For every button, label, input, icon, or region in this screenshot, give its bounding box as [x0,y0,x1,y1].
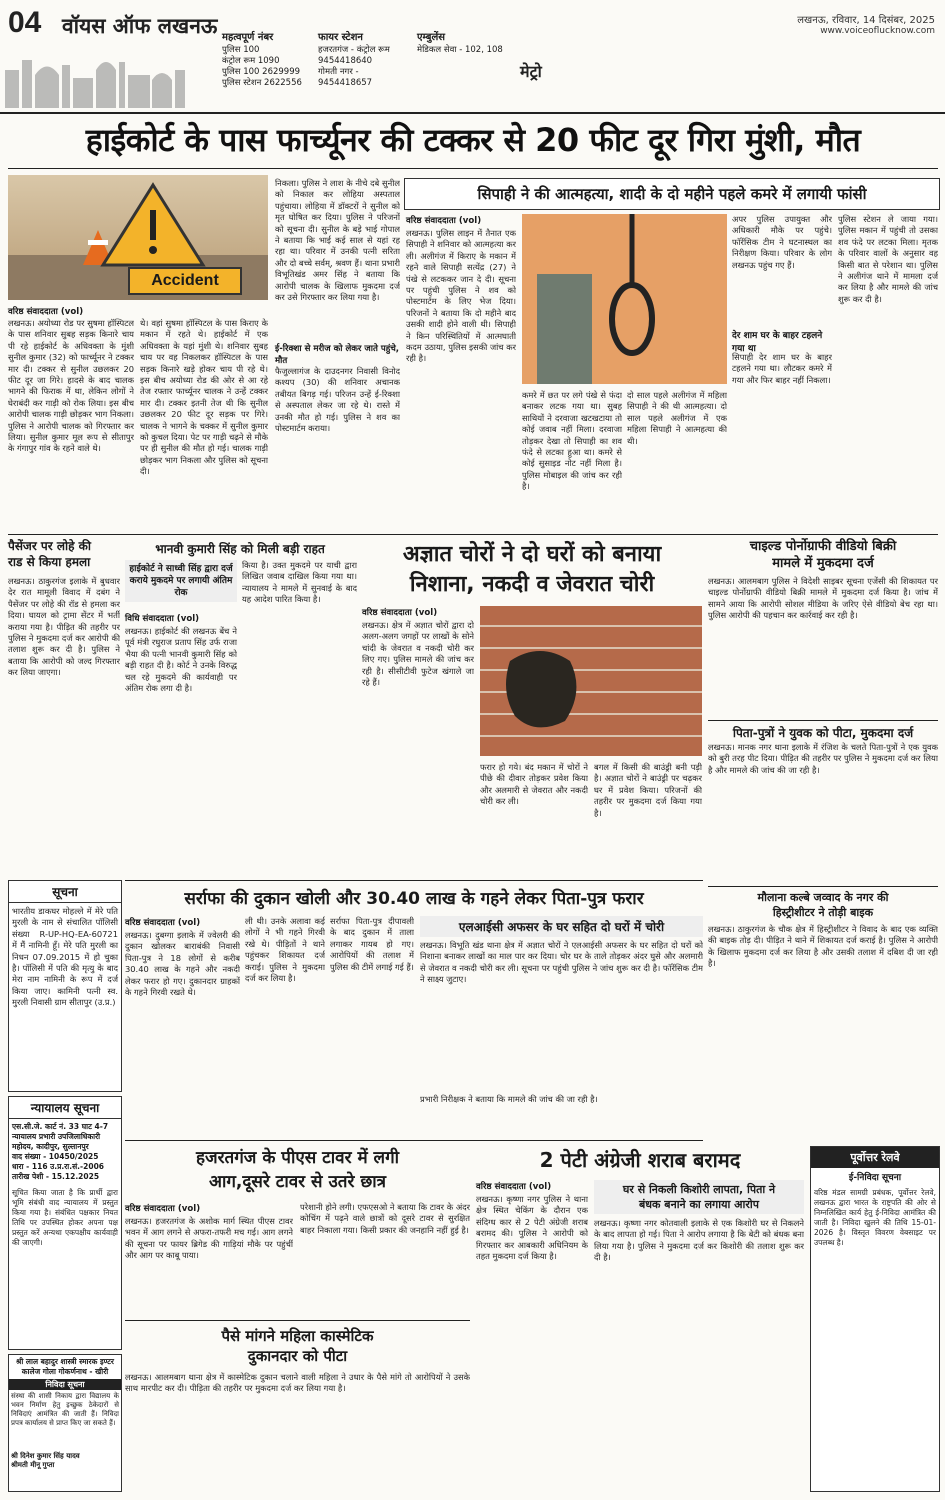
ambulance-numbers: एम्बुलेंस मेडिकल सेवा - 102, 108 [417,32,503,55]
suicide-column-5: पुलिस स्टेशन ले जाया गया। पुलिस मकान में पहुंची तो उसका शव फंदे पर लटका मिला। मृतक के परिवार वालों के अनुसार वह किसी बात से परेशान था। पुलिस ने अलीगंज थाने में मामला दर्ज कर लिया है और मामले की जांच शुरू कर दी है। [838,214,938,304]
school-ad-body: संस्था की शासी निकाय द्वारा विद्यालय के भवन निर्माण हेतु इच्छुक ठेकेदारों से निविदाएं आमंत्रित की जाती हैं। निविदा प्रपत्र कार्यालय से प्राप्त किए जा सकते हैं। [11,1392,119,1427]
suicide-column-3: अपर पुलिस उपायुक्त और अधिकारी मौके पर पहुंचे। फॉरेंसिक टीम ने घटनास्थल का निरीक्षण किया। परिवार के लोग लखनऊ पहुंच गए हैं। [732,214,832,270]
suicide-byline: वरिष्ठ संवाददाता (vol) [406,216,482,226]
school-ad-title: श्री लाल बहादुर शास्त्री स्मारक इण्टर कालेज गोला गोकर्णनाथ - खीरी [16,1357,114,1376]
suicide-headline-box [404,178,940,210]
suicide-column-2: कमरे में छत पर लगे पंखे से फंदा बनाकर लटक गया था। सुबह साथियों ने दरवाजा खटखटाया तो कोई जवाब नहीं मिला। दरवाजा तोड़कर देखा तो सिपाही का शव फंदे से लटका हुआ था। कमरे से कोई सुसाइड नोट नहीं मिला है। पुलिस मोबाइल की जांच कर रही है। [522,390,622,492]
saraf-headline: सर्राफा की दुकान खोली और 30.40 लाख के गहने लेकर पिता-पुत्र फरार [184,889,644,909]
lead-column-3: निकला। पुलिस ने लाश के नीचे दबे सुनील को निकाल कर लोहिया अस्पताल पहुंचाया। लोहिया में डॉक्टरों ने सुनील को मृत घोषित कर दिया। पुलिस ने परिजनों को सूचना दी। सुनील के बड़े भाई गोपाल ने बताया कि भाई कई साल से यहां रह रहा था। परिवार में उनकी पत्नी सरिता और दो बच्चे सर्वम्, श्रवण हैं। थाना प्रभारी विभूतिखंड अमर सिंह ने बताया कि आरोपी चालक के खिलाफ मुकदमा दर्ज कर उसे गिरफ्तार कर लिया गया है। [275,178,400,303]
child-porn-body: लखनऊ। आलमबाग पुलिस ने विदेशी साइबर सूचना एजेंसी की शिकायत पर चाइल्ड पोर्नोग्राफी वीडियो बिक्री मामले में मुकदमा दर्ज किया है। जांच में सामने आया कि आरोपी सोशल मीडिया के जरिए ऐसे वीडियो बेच रहा था। पुलिस आरोपी की पहचान कर कार्रवाई कर रही है। [708,576,938,621]
liquor-byline: वरिष्ठ संवाददाता (vol) [476,1182,552,1192]
missing-girl-headline: घर से निकली किशोरी लापता, पिता ने बंधक बनाने का लगाया आरोप [594,1180,804,1214]
lead-subhead: ई-रिक्शा से मरीज को लेकर जाते पहुंचे, मौत [275,344,400,366]
accident-sign-label: Accident [128,267,242,295]
fire-station-numbers: फायर स्टेशन हजरतगंज - कंट्रोल रूम 9454418640 गोमती नगर - 9454418657 [318,32,390,88]
liquor-headline: 2 पेटी अंग्रेजी शराब बरामद [539,1148,741,1172]
accident-photo [8,175,268,300]
child-porn-headline: चाइल्ड पोर्नोग्राफी वीडियो बिक्री मामले में मुकदमा दर्ज [749,539,897,571]
cosmetic-body: लखनऊ। आलमबाग थाना क्षेत्र में कास्मेटिक दुकान चलाने वाली महिला ने उधार के पैसे मांगे तो आरोपियों ने उसके साथ मारपीट कर दी। पीड़िता की तहरीर पर मुकदमा दर्ज कर लिया गया है। [125,1372,470,1394]
suicide-column-3b: सिपाही देर शाम घर के बाहर टहलने गया था। लौटकर कमरे में गया और फिर बाहर नहीं निकला। [732,352,832,385]
hazratganj-byline: वरिष्ठ संवाददाता (vol) [125,1204,201,1214]
bhanvi-subhead: हाईकोर्ट ने साध्वी सिंह द्वारा दर्ज कराये मुकदमे पर लगायी अंतिम रोक [125,560,237,602]
cosmetic-headline: पैसे मांगने महिला कास्मेटिक दुकानदार को पीटा [221,1327,374,1365]
railway-ad-title: पूर्वोत्तर रेलवे [811,1147,939,1168]
section-label: मेट्रो [520,62,542,81]
court-notice-body: सूचित किया जाता है कि प्रार्थी द्वारा भूमि संबंधी वाद न्यायालय में प्रस्तुत किया गया है। संबंधित पक्षकार नियत तिथि पर उपस्थित होकर अपना पक्ष प्रस्तुत करें अन्यथा एकपक्षीय कार्यवाही की जाएगी। [12,1188,118,1247]
bhanvi-byline: विधि संवाददाता (vol) [125,614,200,624]
court-notice-details: एस.सी.जे. कार्ट नं. 33 घाट 4-7 न्यायालय प्रभारी उपजिलाधिकारी महोदय, कादीपुर, सुल्तानपुर वाद संख्या - 10450/2025 धारा - 116 उ.प्र.रा.सं.-2006 तारीख पेशी - 15.12.2025 [12,1122,109,1181]
website[interactable]: www.voiceoflucknow.com [820,26,935,36]
bhanvi-column-2: किया है। उक्त मुकदमे पर याची द्वारा लिखित जवाब दाखिल किया गया था। न्यायालय ने मामले में सुनवाई के बाद यह आदेश पारित किया है। [242,560,357,605]
notice-box [8,880,122,1092]
thieves-column-3: बगल में किसी की बाउंड्री बनी पड़ी है। अज्ञात चोरों ने बाउंड्री पर चढ़कर घर में प्रवेश किया। परिजनों की तहरीर पर मुकदमा दर्ज किया गया है। [594,762,702,818]
missing-girl-body: लखनऊ। कृष्णा नगर कोतवाली इलाके से एक किशोरी घर से निकलने के बाद लापता हो गई। पिता ने आरोप लगाया है कि बेटी को बंधक बना लिया गया है। पुलिस ने मुकदमा दर्ज कर किशोरी की तलाश शुरू कर दी है। [594,1218,804,1263]
paper-name: वॉयस ऑफ लखनऊ [62,14,218,38]
saraf-column-1: लखनऊ। दुबग्गा इलाके में ज्वेलरी की दुकान खोलकर बाराबंकी निवासी पिता-पुत्र ने 18 लोगों से करीब 30.40 लाख के गहने और नकदी लेकर फरार हो गए। दुकानदार ग्राहकों के गहने गिरवी रखते थे। [125,930,240,998]
date: लखनऊ, रविवार, 14 दिसंबर, 2025 [797,15,935,26]
lead-column-3b: फैजुल्लागंज के दाउदनगर निवासी विनोद कश्यप (30) की शनिवार अचानक तबीयत बिगड़ गई। परिजन उन्हें ई-रिक्शा से अस्पताल लेकर जा रहे थे। रास्ते में उनकी मौत हो गई। पुलिस ने शव का पोस्टमार्टम कराया। [275,366,400,434]
liquor-body: लखनऊ। कृष्णा नगर पुलिस ने थाना क्षेत्र स्थित चेकिंग के दौरान एक संदिग्ध कार से 2 पेटी अंग्रेजी शराब बरामद की। पुलिस ने आरोपी को गिरफ्तार कर आबकारी अधिनियम के तहत मुकदमा दर्ज किया है। [476,1194,588,1262]
hazratganj-column-1: लखनऊ। हजरतगंज के अशोक मार्ग स्थित पीएस टावर भवन में आग लगने से अफरा-तफरी मच गई। आग लगने की सूचना पर फायर ब्रिगेड की गाड़ियां मौके पर पहुंचीं और आग पर काबू पाया। [125,1216,293,1261]
bhanvi-headline: भानवी कुमारी सिंह को मिली बड़ी राहत [155,542,325,556]
notice-body: भारतीय डाकघर मोहल्ले में मेरे पति मुरली के नाम से संचालित पॉलिसी संख्या R-UP-HQ-EA-60721 में मैं नामिनी हूँ। मेरे पति मुरली का निधन 07.09.2015 में हो चुका है। पॉलिसी में पति की मृत्यु के बाद मेरा नाम नामिनी के रूप में दर्ज किया जाए। कामिनी पत्नी स्व. मुरली निवासी ग्राम सीतापुर (उ.प्र.) [12,906,118,1008]
lead-column-1: लखनऊ। अयोध्या रोड पर सुषमा हॉस्पिटल के पास शनिवार सुबह सड़क किनारे चाय पी रहे हाईकोर्ट के अधिवक्ता के मुंशी सुनील कुमार (32) को फार्च्यूनर ने टक्कर मार दी। टक्कर से सुनील उछलकर 20 फीट दूर जा गिरे। हादसे के बाद चालक भागने की फिराक में था, लेकिन लोगों ने घेराबंदी कर गाड़ी को रोक लिया। इस बीच आरोपी चालक गाड़ी छोड़कर भाग निकला। पुलिस ने आरोपी चालक को गिरफ्तार कर लिया। सुनील कुमार मूल रूप से सीतापुर के गंगापुर गांव के रहने वाले थे। [8,318,134,454]
railway-ad-subtitle: ई-निविदा सूचना [848,1173,902,1183]
lead-headline: हाईकोर्ट के पास फार्च्यूनर की टक्कर से 20 फीट दूर गिरा मुंशी, मौत [85,121,861,159]
city-skyline-illustration [0,40,195,108]
dateline [797,12,935,36]
father-son-body: लखनऊ। मानक नगर थाना इलाके में रंजिश के चलते पिता-पुत्रों ने एक युवक को बुरी तरह पीट दिया। पीड़ित की तहरीर पर पुलिस ने मुकदमा दर्ज कर लिया है और मामले की जांच की जा रही है। [708,742,938,775]
suicide-column-1: लखनऊ। पुलिस लाइन में तैनात एक सिपाही ने शनिवार को आत्महत्या कर ली। अलीगंज में किराए के मकान में रहने वाले सिपाही सत्येंद्र (27) ने पंखे से लटककर जान दे दी। सूचना पर पहुंची पुलिस ने शव को पोस्टमार्टम के लिए भेज दिया। परिजनों ने बताया कि दो महीने बाद उसकी शादी होने वाली थी। सिपाही ने किन परिस्थितियों में आत्मघाती कदम उठाया, पुलिस इसकी जांच कर रही है। [406,228,516,364]
saraf-byline: वरिष्ठ संवाददाता (vol) [125,918,201,928]
lead-byline: वरिष्ठ संवाददाता (vol) [8,307,84,317]
court-notice-title: न्यायालय सूचना [9,1097,121,1119]
lic-headline: एलआईसी अफसर के घर सहित दो घरों में चोरी [420,916,703,937]
suicide-subhead: देर शाम घर के बाहर टहलने गया था [732,331,823,354]
page-number: 04 [8,6,42,39]
passenger-body: लखनऊ। ठाकुरगंज इलाके में बुधवार देर रात मामूली विवाद में दबंग ने पैसेंजर पर लोहे की रॉड से हमला कर दिया। घायल को ट्रामा सेंटर में भर्ती कराया गया है। पीड़ित की तहरीर पर पुलिस ने मुकदमा दर्ज कर आरोपी की तलाश शुरू कर दी है। पुलिस ने बताया कि आरोपी को जल्द गिरफ्तार कर लिया जाएगा। [8,576,120,678]
school-ad-subtitle: निविदा सूचना [9,1379,121,1390]
important-numbers: महत्वपूर्ण नंबर पुलिस 100 कंट्रोल रूम 1090 पुलिस 100 2629999 पुलिस स्टेशन 2622556 [222,32,302,88]
masthead [0,0,945,114]
bhanvi-column-1: लखनऊ। हाईकोर्ट की लखनऊ बेंच ने पूर्व मंत्री रघुराज प्रताप सिंह उर्फ राजा भैया की पत्नी भानवी कुमारी सिंह को बड़ी राहत दी है। कोर्ट ने उनके विरुद्ध चल रहे मुकदमे की कार्यवाही पर अंतिम रोक लगा दी है। [125,626,237,694]
court-notice-box [8,1096,122,1350]
saraf-column-2: ली थी। उनके अलावा कई लोगों ने भी गहने गिरवी रखे थे। पीड़ितों ने थाने पहुंचकर शिकायत दर्ज कराई। पुलिस ने मुकदमा दर्ज कर लिया है। [245,916,325,984]
maulana-body: लखनऊ। ठाकुरगंज के चौक क्षेत्र में हिस्ट्रीशीटर ने विवाद के बाद एक व्यक्ति की बाइक तोड़ दी। पीड़ित ने थाने में शिकायत दर्ज कराई है। पुलिस ने आरोपी के खिलाफ मुकदमा दर्ज कर लिया है और उसकी तलाश में दबिश दी जा रही है। [708,924,938,969]
thieves-headline: अज्ञात चोरों ने दो घरों को बनाया निशाना, नकदी व जेवरात चोरी [402,542,662,597]
suicide-column-4: दो साल पहले अलीगंज में महिला सिपाही ने की थी आत्महत्या। दो साल पहले अलीगंज में एक महिला सिपाही ने आत्महत्या की थी। [627,390,727,446]
lic-end: प्रभारी निरीक्षक ने बताया कि मामले की जांच की जा रही है। [420,1094,598,1104]
railway-ad [810,1146,940,1492]
suicide-headline: सिपाही ने की आत्महत्या, शादी के दो महीने पहले कमरे में लगायी फांसी [477,185,867,203]
father-son-headline: पिता-पुत्रों ने युवक को पीटा, मुकदमा दर्ज [732,726,914,740]
thieves-column-1: लखनऊ। क्षेत्र में अज्ञात चोरों द्वारा दो अलग-अलग जगहों पर लाखों के सोने चांदी के जेवरात व नकदी चोरी कर लिए गए। पुलिस मामले की जांच कर रही है। सीसीटीवी फुटेज खंगाले जा रहे हैं। [362,620,474,688]
notice-title: सूचना [9,881,121,903]
hazratganj-headline: हजरतगंज के पीएस टावर में लगी आग,दूसरे टावर से उतरे छात्र [195,1148,400,1192]
lead-column-2: थे। वहां सुषमा हॉस्पिटल के पास किराए के मकान में रहते थे। हाईकोर्ट में एक अधिवक्ता के यहां मुंशी थे। शनिवार सुबह चाय पर वह निकलकर हॉस्पिटल के पास सड़क किनारे खड़े होकर चाय पी रहे थे। इस बीच अयोध्या रोड की ओर से आ रहे तेज रफ्तार फार्च्यूनर चालक ने उन्हें टक्कर मार दी। टक्कर इतनी तेज थी कि सुनील उछलकर 20 फीट दूर सड़क पर गिरे। चालक ने भागने के चक्कर में सुनील कुमार को कुचल दिया। पेट पर गाड़ी चढ़ने से मौके पर ही सुनील की मौत हो गई। चालक गाड़ी छोड़कर भाग निकला और पुलिस को सूचना दी। [140,318,268,477]
lic-body: लखनऊ। विभूति खंड थाना क्षेत्र में अज्ञात चोरों ने एलआईसी अफसर के घर सहित दो घरों को निशाना बनाकर लाखों का माल पार कर दिया। चोर घर के ताले तोड़कर अंदर घुसे और अलमारी से जेवरात व नकदी चोरी कर ली। सूचना पर पहुंची पुलिस ने जांच शुरू कर दी है। फॉरेंसिक टीम ने साक्ष्य जुटाए। [420,940,703,985]
thieves-column-2: फरार हो गये। बंद मकान में चोरों ने पीछे की दीवार तोड़कर प्रवेश किया और अलमारी से जेवरात और नकदी चोरी कर ली। [480,762,588,807]
thieves-byline: वरिष्ठ संवाददाता (vol) [362,608,438,618]
hazratganj-column-2: परेशानी होने लगी। एफएसओ ने बताया कि टावर के अंदर कोचिंग में पढ़ने वाले छात्रों को दूसरे टावर से सुरक्षित बाहर निकाला गया। किसी प्रकार की जनहानि नहीं हुई है। [300,1202,470,1235]
maulana-headline: मौलाना कल्बे जव्वाद के नगर की हिस्ट्रीशीटर ने तोड़ी बाइक [757,891,889,919]
school-ad [8,1354,122,1492]
school-ad-signatory-2: श्रीमती मीनू गुप्ता [11,1461,55,1469]
passenger-headline: पैसेंजर पर लोहे की राड से किया हमला [8,539,91,569]
railway-ad-body: वरिष्ठ मंडल सामग्री प्रबंधक, पूर्वोत्तर रेलवे, लखनऊ द्वारा भारत के राष्ट्रपति की ओर से निम्नलिखित कार्य हेतु ई-निविदा आमंत्रित की जाती है। निविदा खुलने की तिथि 15-01-2026 है। विस्तृत विवरण वेबसाइट पर उपलब्ध है। [814,1188,936,1247]
school-ad-signatory-1: श्री दिनेश कुमार सिंह यादव [11,1452,80,1460]
broken-wall-photo [480,606,702,756]
noose-photo [522,214,727,384]
saraf-column-3: सर्राफा पिता-पुत्र दीपावली के बाद दुकान में ताला लगाकर गायब हो गए। आरोपियों की तलाश में पुलिस की टीमें लगाई गई हैं। [330,916,414,972]
